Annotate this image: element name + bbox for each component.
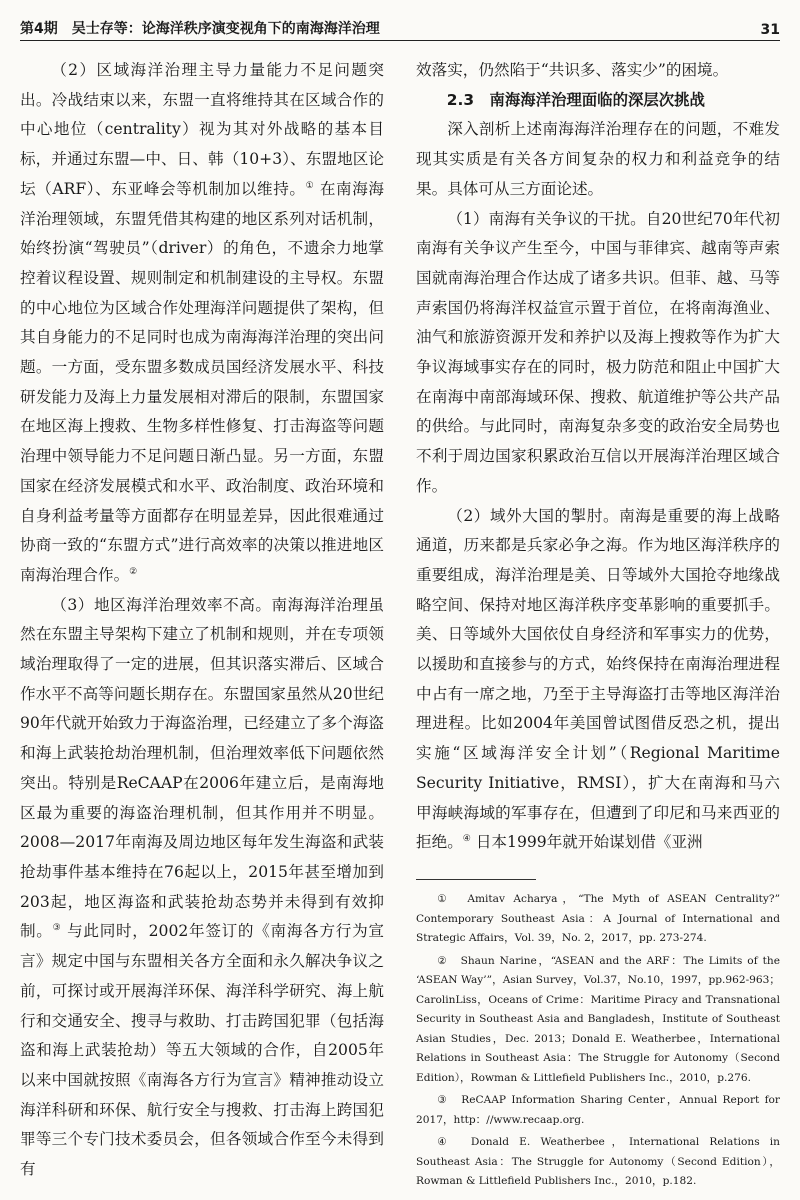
footnote-rule	[416, 879, 536, 880]
section-heading-2-3: 2.3 南海海洋治理面临的深层次挑战	[446, 90, 705, 109]
footnotes	[416, 890, 780, 1195]
footnote-3: ③ ReCAAP Information Sharing Center，Annual Report for 2017，http：//www.recaap.org.	[416, 1094, 780, 1126]
footnote-2: ② Shaun Narine，“ASEAN and the ARF：The Limits of the ‘ASEAN Way’”，Asian Survey，Vol.37，No.10，1997，pp.962-963；CarolinLiss，Oceans of Crime：Maritime Piracy and Transnational Security in Southeast Asia and Bangladesh，Institute of Southeast Asian Studies，Dec. 2013；Donald E. Weatherbee，International Relations in Southeast Asia：The Struggle for Autonomy（Second Edition），Rowman & Littlefield Publishers Inc.，2010，p.276.	[416, 954, 780, 1084]
paragraph-efficiency: （3）地区海洋治理效率不高。南海海洋治理虽然在东盟主导架构下建立了机制和规则，并在专项领域治理取得了一定的进展，但其识落实滞后、区域合作水平不高等问题长期存在。东盟国家虽然从20世纪90年代就开始致力于海盗治理，已经建立了多个海盗和海上武装抢劫治理机制，但治理效率低下问题依然突出。特别是ReCAAP在2006年建立后，是南海地区最为重要的海盗治理机制，但其作用并不明显。2008—2017年南海及周边地区每年发生海盗和武装抢劫事件基本维持在76起以上，2015年甚至增加到203起，地区海盗和武装抢劫态势并未得到有效抑制。③ 与此同时，2002年签订的《南海各方行为宣言》规定中国与东盟相关各方全面和永久解决争议之前，可探讨或开展海洋环保、海洋科学研究、海上航行和交通安全、搜寻与救助、打击跨国犯罪（包括海盗和海上武装抢劫）等五大领域的合作，自2005年以来中国就按照《南海各方行为宣言》精神推动设立海洋科研和环保、航行安全与搜救、打击海上跨国犯罪等三个专门技术委员会，但各领域合作至今未得到有	[20, 595, 384, 1179]
footnote-ref-2[interactable]: ②	[129, 566, 138, 577]
right-column	[416, 56, 780, 858]
paragraph-external-powers: （2）域外大国的掣肘。南海是重要的海上战略通道，历来都是兵家必争之海。作为地区海洋秩序的重要组成，海洋治理是美、日等域外大国抢夺地缘战略空间、保持对地区海洋秩序变革影响的重要抓手。美、日等域外大国依仗自身经济和军事实力的优势，以援助和直接参与的方式，始终保持在南海治理进程中占有一席之地，乃至于主导海盗打击等地区海洋治理进程。比如2004年美国曾试图借反恐之机，提出实施“区域海洋安全计划”（Regional Maritime Security Initiative，RMSI），扩大在南海和马六甲海峡海域的军事存在，但遭到了印尼和马来西亚的拒绝。④ 日本1999年就开始谋划借《亚洲	[416, 506, 780, 852]
footnote-ref-1[interactable]: ①	[305, 180, 315, 191]
paragraph-dispute: （1）南海有关争议的干扰。自20世纪70年代初南海有关争议产生至今，中国与菲律宾、越南等声索国就南海治理合作达成了诸多共识。但菲、越、马等声索国仍将海洋权益宣示置于首位，在将南海渔业、油气和旅游资源开发和养护以及海上搜救等作为扩大争议海域事实存在的同时，极力防范和阻止中国扩大在南海中南部海域环保、搜救、航道维护等公共产品的供给。与此同时，南海复杂多变的政治安全局势也不利于周边国家积累政治互信以开展海洋治理区域合作。	[416, 209, 780, 495]
running-header	[20, 12, 780, 38]
header-rule	[20, 40, 780, 41]
paragraph-analysis: 深入剖析上述南海海洋治理存在的问题，不难发现其实质是有关各方间复杂的权力和利益竞争的结果。具体可从三方面论述。	[416, 120, 780, 198]
paragraph-leading-force: （2）区域海洋治理主导力量能力不足问题突出。冷战结束以来，东盟一直将维持其在区域合作的中心地位（centrality）视为其对外战略的基本目标，并通过东盟—中、日、韩（10+3）、东盟地区论坛（ARF）、东亚峰会等机制加以维持。① 在南海海洋治理领域，东盟凭借其构建的地区系列对话机制，始终扮演“驾驶员”（driver）的角色，不遗余力地掌控着议程设置、规则制定和机制建设的主导权。东盟的中心地位为区域合作处理海洋问题提供了架构，但其自身能力的不足同时也成为南海海洋治理的突出问题。一方面，受东盟多数成员国经济发展水平、科技研发能力及海上力量发展相对滞后的限制，东盟国家在地区海上搜救、生物多样性修复、打击海盗等问题治理中领导能力不足问题日渐凸显。另一方面，东盟国家在经济发展模式和水平、政治制度、政治环境和自身利益考量等方面都存在明显差异，因此很难通过协商一致的“东盟方式”进行高效率的决策以推进地区南海治理合作。②	[20, 61, 384, 584]
footnote-1: ① Amitav Acharya，“The Myth of ASEAN Centrality?” Contemporary Southeast Asia：A Journal of International and Strategic Affairs，Vol. 39，No. 2，2017，pp. 273-274.	[416, 893, 780, 944]
footnote-ref-4[interactable]: ④	[462, 834, 471, 845]
footnote-4: ④ Donald E. Weatherbee，International Relations in Southeast Asia：The Struggle for Autonomy（Second Edition），Rowman & Littlefield Publishers Inc.，2010，p.182.	[416, 1136, 780, 1187]
page-number: 31	[760, 22, 780, 38]
running-title: 第4期 吴士存等：论海洋秩序演变视角下的南海海洋治理	[20, 21, 380, 37]
left-column	[20, 56, 384, 1185]
paragraph-continuation: 效落实，仍然陷于“共识多、落实少”的困境。	[416, 61, 729, 79]
footnote-ref-3[interactable]: ③	[52, 923, 62, 934]
